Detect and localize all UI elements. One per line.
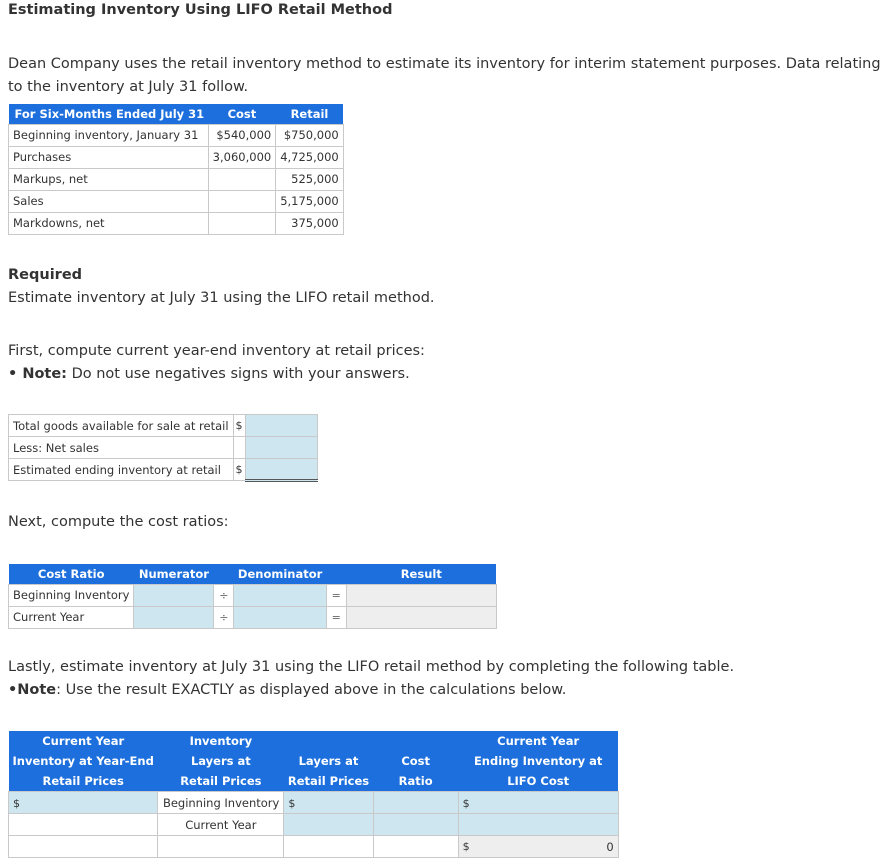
row-cost (208, 190, 276, 212)
inventory-data-table (8, 104, 344, 235)
header-line: Retail Prices (180, 774, 262, 788)
header-line: Current Year (497, 734, 580, 748)
table-row (9, 415, 318, 437)
total-lifo-cost-value: 0 (606, 839, 614, 854)
cost-ratio-table (8, 564, 497, 629)
table-row (9, 606, 497, 628)
currency-sign: $ (233, 415, 245, 437)
header-line: Current Year (42, 734, 125, 748)
header-line: Inventory (189, 734, 253, 748)
header-cost-ratio (373, 731, 458, 792)
row-label: Markups, net (9, 168, 209, 190)
table-row (9, 168, 344, 190)
row-cost: $540,000 (208, 124, 276, 146)
row-retail: 4,725,000 (276, 146, 344, 168)
step1-note (8, 363, 410, 386)
retail-computation-table (8, 414, 318, 482)
header-line: Inventory at Year-End (12, 754, 154, 768)
empty-cell (284, 836, 373, 858)
header-retail: Retail (276, 104, 344, 124)
row-label: Markdowns, net (9, 212, 209, 234)
header-layers-retail (284, 731, 373, 792)
header-line: LIFO Cost (507, 774, 570, 788)
note-text: : Use the result EXACTLY as displayed above in the calculations below. (56, 682, 567, 698)
currency-sign: $ (288, 796, 296, 810)
beginning-numerator-input[interactable] (134, 584, 214, 606)
table-row (9, 124, 344, 146)
currency-sign: $ (462, 796, 470, 810)
current-lifo-cost-input[interactable] (458, 814, 618, 836)
table-row (9, 212, 344, 234)
table-row (9, 437, 318, 459)
data-table-header-row (9, 104, 344, 124)
year-end-retail-input[interactable] (9, 792, 158, 814)
row-label: Estimated ending inventory at retail (9, 459, 234, 481)
row-retail: $750,000 (276, 124, 344, 146)
page-title: Estimating Inventory Using LIFO Retail Method (8, 2, 393, 18)
header-line: Retail Prices (42, 774, 124, 788)
required-text: Estimate inventory at July 31 using the LIFO retail method. (8, 290, 435, 306)
empty-cell (373, 836, 458, 858)
equals-icon: = (326, 584, 346, 606)
header-period: For Six-Months Ended July 31 (9, 104, 209, 124)
current-ratio-result (346, 606, 496, 628)
header-spacer (214, 564, 234, 584)
beginning-layer-retail-input[interactable] (284, 792, 373, 814)
table-row (9, 792, 619, 814)
header-line: Retail Prices (287, 774, 370, 788)
header-spacer (326, 564, 346, 584)
beginning-ratio-result (346, 584, 496, 606)
note-label: • Note: (8, 366, 67, 382)
total-goods-available-input[interactable] (245, 415, 317, 437)
current-cost-ratio-input[interactable] (373, 814, 458, 836)
intro-text: Dean Company uses the retail inventory method to estimate its inventory for interim statement purposes. Data relating to the inventory at July 31 follow. (8, 56, 881, 95)
empty-cell (9, 836, 158, 858)
lifo-estimate-table (8, 731, 619, 858)
header-lifo-cost (458, 731, 618, 792)
note-text: Do not use negatives signs with your answers. (66, 366, 410, 382)
header-cost-ratio: Cost Ratio (9, 564, 134, 584)
currency-sign: $ (13, 796, 20, 810)
currency-sign (233, 437, 245, 459)
row-label: Beginning inventory, January 31 (9, 124, 209, 146)
header-numerator: Numerator (134, 564, 214, 584)
step1-instruction: First, compute current year-end inventory at retail prices: (8, 343, 425, 359)
row-cost: 3,060,000 (208, 146, 276, 168)
layer-label: Current Year (158, 814, 284, 836)
divide-icon: ÷ (214, 584, 234, 606)
empty-cell (9, 814, 158, 836)
current-denominator-input[interactable] (234, 606, 326, 628)
header-line: Ending Inventory at (473, 754, 603, 768)
row-label: Beginning Inventory (9, 584, 134, 606)
header-year-end-retail (9, 731, 158, 792)
divide-icon: ÷ (214, 606, 234, 628)
row-label: Purchases (9, 146, 209, 168)
header-line: Ratio (398, 774, 433, 788)
equals-icon: = (326, 606, 346, 628)
required-heading: Required (8, 267, 83, 283)
step2-instruction: Next, compute the cost ratios: (8, 514, 229, 530)
currency-sign: $ (233, 459, 245, 481)
total-lifo-cost (458, 836, 618, 858)
note-label: •Note (8, 682, 57, 698)
header-line (288, 731, 369, 751)
row-retail: 375,000 (276, 212, 344, 234)
row-retail: 525,000 (276, 168, 344, 190)
row-label: Sales (9, 190, 209, 212)
row-label: Total goods available for sale at retail (9, 415, 234, 437)
beginning-lifo-cost-input[interactable] (458, 792, 618, 814)
row-cost (208, 212, 276, 234)
table-row (9, 584, 497, 606)
empty-cell (158, 836, 284, 858)
row-label: Current Year (9, 606, 134, 628)
table-row (9, 459, 318, 481)
lifo-header-row (9, 731, 619, 792)
current-layer-retail-input[interactable] (284, 814, 373, 836)
table-row (9, 836, 619, 858)
step3-instruction: Lastly, estimate inventory at July 31 using the LIFO retail method by completing the following table. (8, 659, 735, 675)
layer-label: Beginning Inventory (158, 792, 284, 814)
table-row (9, 814, 619, 836)
currency-sign: $ (462, 840, 470, 853)
header-line (377, 731, 454, 751)
ending-inventory-retail-input[interactable] (245, 459, 317, 481)
header-line: Cost (401, 754, 430, 768)
row-retail: 5,175,000 (276, 190, 344, 212)
table-row (9, 190, 344, 212)
step3-note (8, 679, 566, 702)
net-sales-input[interactable] (245, 437, 317, 459)
row-cost (208, 168, 276, 190)
current-numerator-input[interactable] (134, 606, 214, 628)
header-line: Layers at (298, 754, 359, 768)
header-denominator: Denominator (234, 564, 326, 584)
ratio-header-row (9, 564, 497, 584)
row-label: Less: Net sales (9, 437, 234, 459)
header-result: Result (346, 564, 496, 584)
table-row (9, 146, 344, 168)
header-inventory-layers (158, 731, 284, 792)
beginning-denominator-input[interactable] (234, 584, 326, 606)
beginning-cost-ratio-input[interactable] (373, 792, 458, 814)
total-cell-content (463, 840, 614, 854)
header-line: Layers at (190, 754, 251, 768)
header-cost: Cost (208, 104, 276, 124)
